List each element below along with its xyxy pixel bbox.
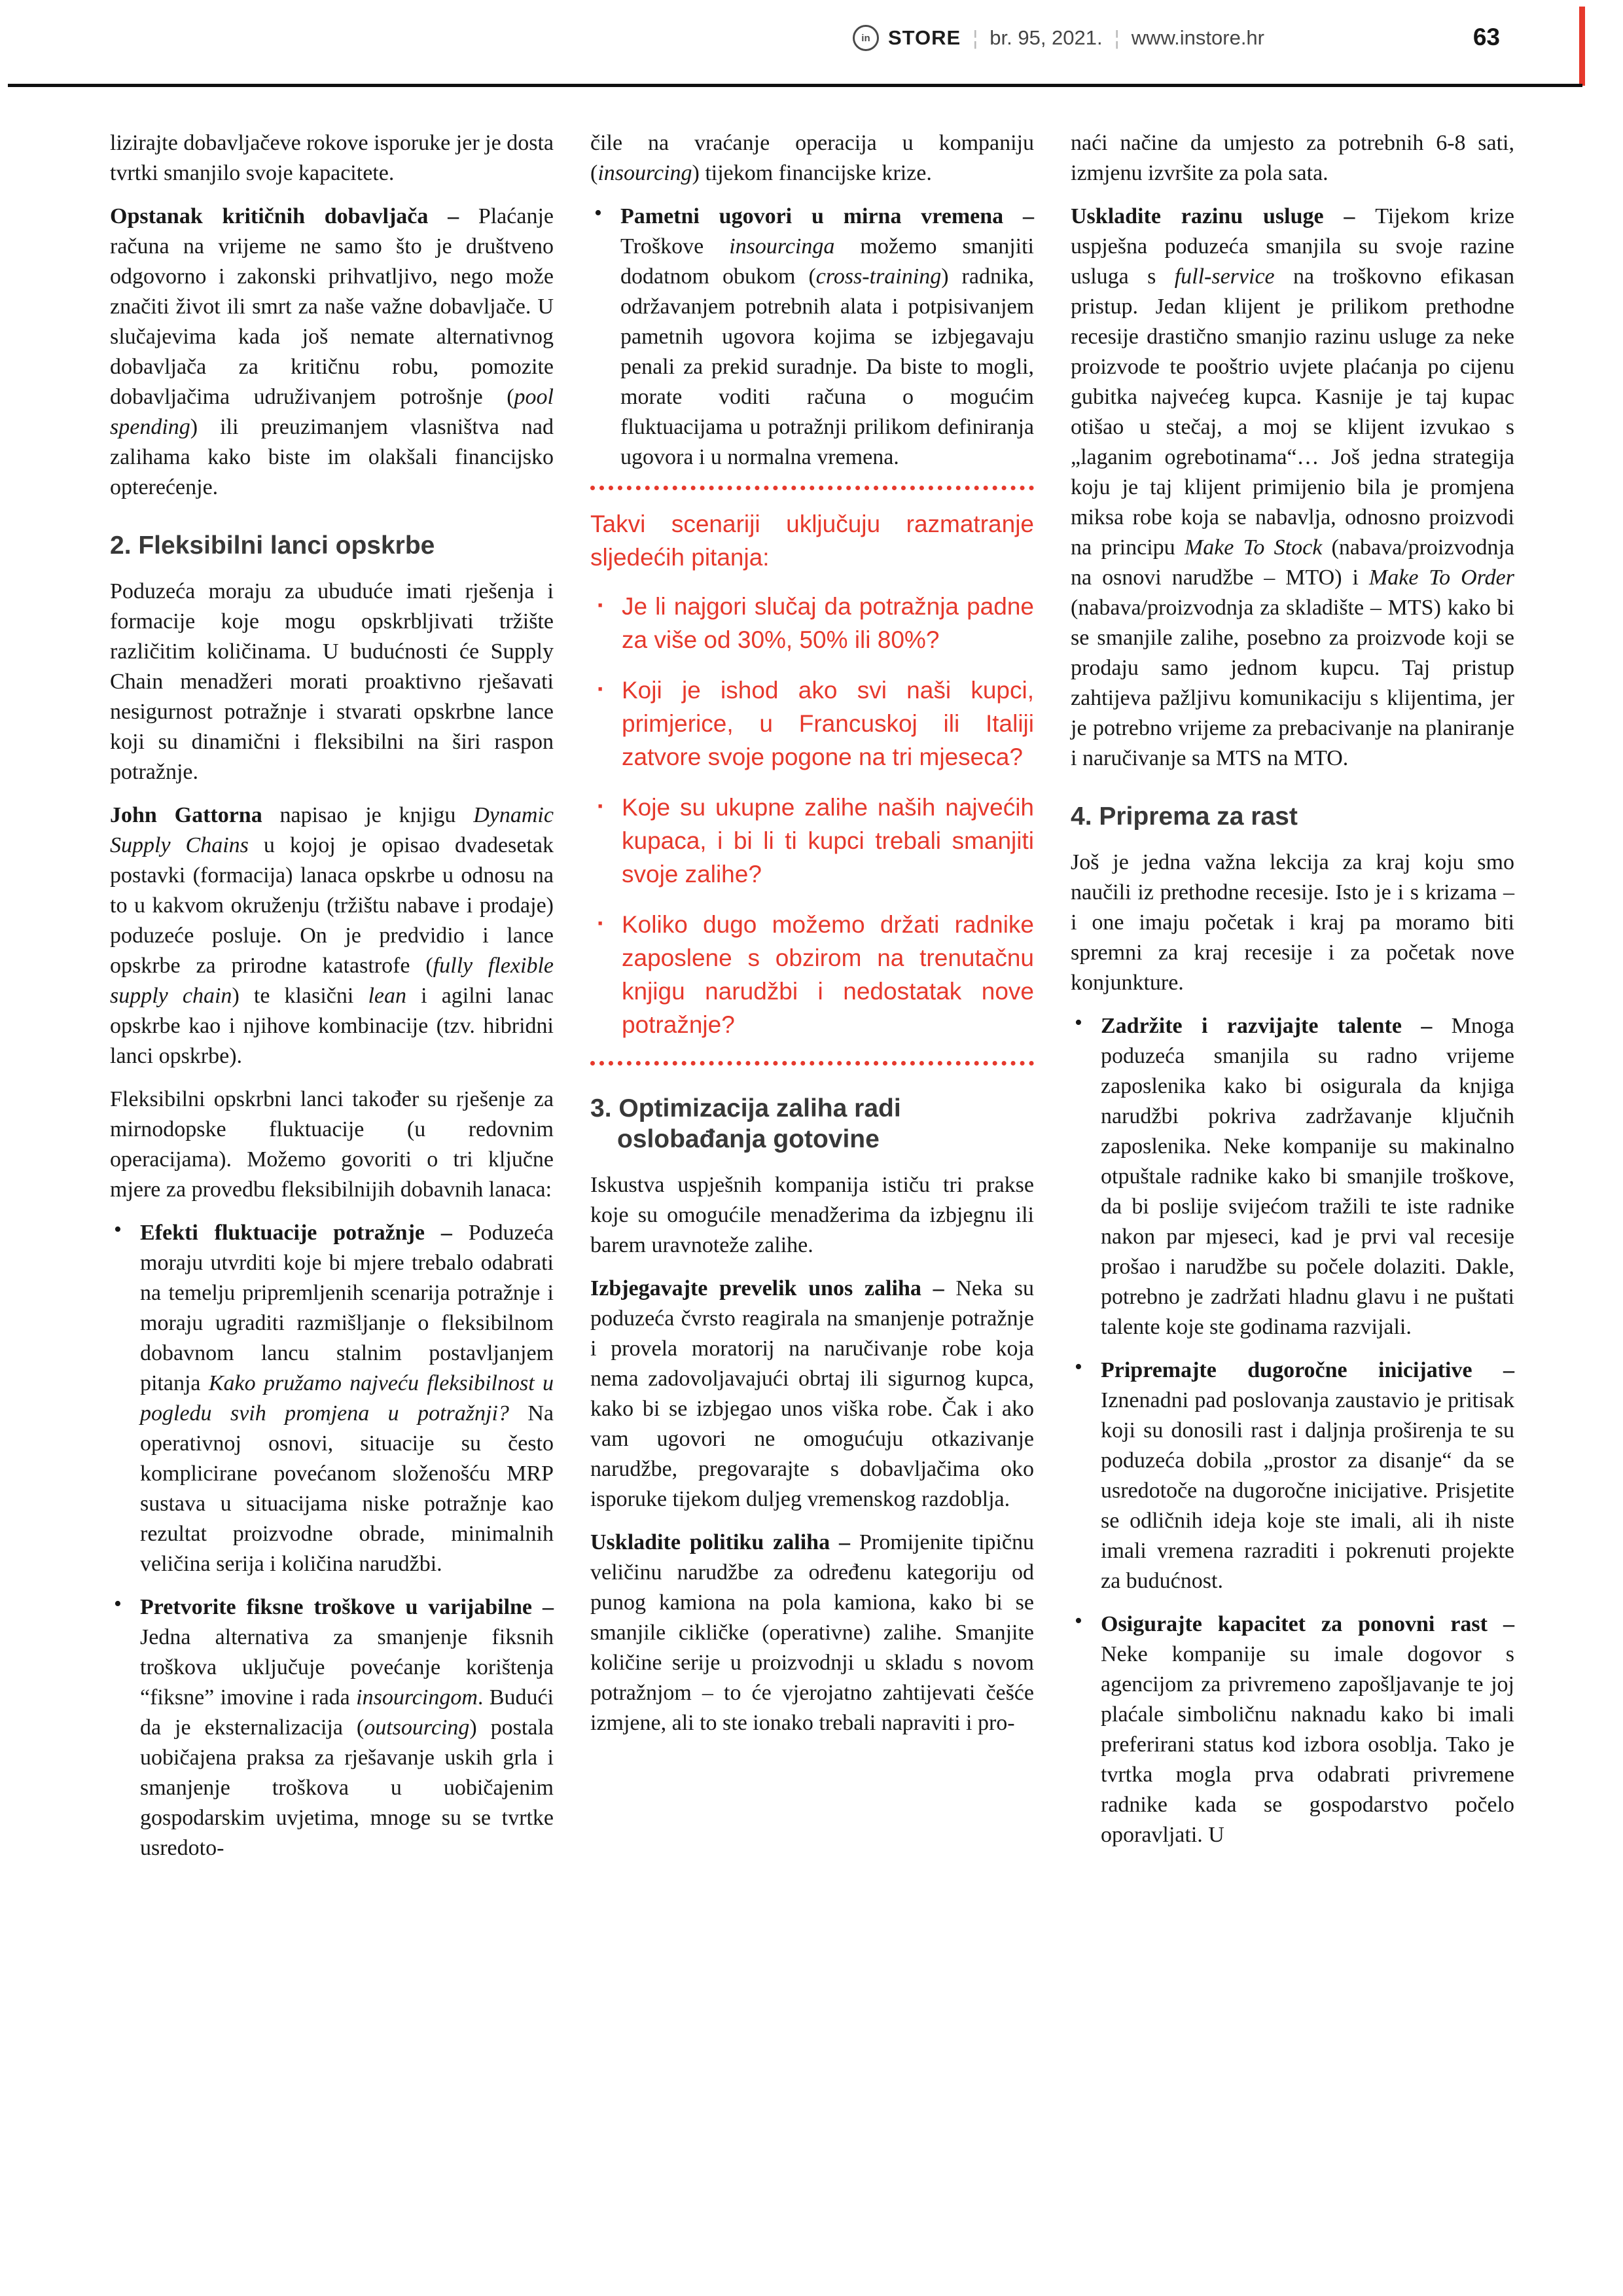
bullet-item (110, 1592, 554, 1863)
text-run: insourcing (597, 161, 692, 185)
bullet-icon: • (114, 1217, 122, 1242)
text-run: Iznenadni pad poslovanja zaustavio je pritisak koji su donosili rast i daljnja proširenja te su poduzeća dobila „prostor za disanje“ da se usredotoče na dugoročne inicijative. Prisjetite se odličnih ideja koje ste imali, ali ih niste imali vremena razraditi i pokrenuti projekte za budućnost. (1101, 1388, 1514, 1593)
paragraph (140, 1218, 554, 1579)
text-run: full-service (1174, 264, 1275, 289)
text-run: Izbjegavajte prevelik unos zaliha – (590, 1276, 956, 1300)
question-item (590, 791, 1034, 891)
text-run: ) postala uobičajena praksa za rješavanje uskih grla i smanjenje troškova u uobičajenim gospodarskim uvjetima, mnoge su se tvrtke usredoto- (140, 1715, 554, 1860)
paragraph (110, 1085, 554, 1205)
text-run: Iskustva uspješnih kompanija ističu tri prakse koje su omogućile menadžerima da izbjegnu ili barem uravnoteže zalihe. (590, 1173, 1034, 1257)
header-rule (8, 84, 1582, 87)
bullet-icon: · (597, 793, 605, 819)
paragraph (110, 800, 554, 1071)
text-run: ) ili preuzimanjem vlasništva nad zalihama kako biste im olakšali financijsko opterećenje. (110, 415, 554, 499)
text-run: Fleksibilni opskrbni lanci također su rješenje za mirnodopske fluktuacije (u redovnim operacijama). Možemo govoriti o tri ključne mjere za provedbu fleksibilnijih dobavnih lanaca: (110, 1087, 554, 1202)
section-heading: 2. Fleksibilni lanci opskrbe (110, 531, 435, 560)
paragraph (590, 1528, 1034, 1738)
bullet-icon: · (597, 675, 605, 702)
text-run: Kako pružamo najveću fleksibilnost u pogledu svih promjena u potražnji? (140, 1371, 554, 1426)
text-run: cross-training (815, 264, 942, 289)
text-run: naći načine da umjesto za potrebnih 6-8 sati, izmjenu izvršite za pola sata. (1071, 131, 1514, 185)
bullet-item (1071, 1355, 1514, 1596)
question-text: Koji je ishod ako svi naši kupci, primjerice, u Francuskoj ili Italiji zatvore svoje pogone na tri mjeseca? (622, 677, 1034, 770)
text-run: Promijenite tipičnu veličinu narudžbe za određenu kategoriju od punog kamiona na pola kamiona, kako bi se smanjile cikličke (operativne) zalihe. Smanjite količine serije u proizvodnji u skladu s novom potražnjom – to će vjerojatno zahtijevati češće izmjene, ali to ste ionako trebali napraviti i pro- (590, 1530, 1034, 1735)
paragraph (1101, 1011, 1514, 1342)
text-run: Dynamic Supply Chains (110, 803, 554, 857)
section-heading: 4. Priprema za rast (1071, 802, 1298, 831)
text-run: u kojoj je opisao dvadesetak postavki (formacija) lanaca opskrbe u odnosu na to u kakvom okruženju (tržištu nabave i prodaje) poduzeće posluje. On je predvidio i lance opskrbe za prirodne katastrofe ( (110, 833, 554, 978)
question-item (590, 673, 1034, 774)
bullet-icon: • (594, 201, 602, 225)
question-text: Je li najgori slučaj da potražnja padne za više od 30%, 50% ili 80%? (622, 593, 1034, 653)
question-item (590, 590, 1034, 656)
paragraph (1101, 1609, 1514, 1850)
paragraph (590, 128, 1034, 188)
text-run: Tijekom krize uspješna poduzeća smanjila su svoje razine usluga s (1071, 204, 1514, 289)
page-edge-accent-bar (1579, 7, 1585, 86)
text-run: insourcinga (729, 234, 835, 259)
text-run: lizirajte dobavljačeve rokove isporuke jer je dosta tvrtki smanjilo svoje kapacitete. (110, 131, 554, 185)
text-run: Plaćanje računa na vrijeme ne samo što je društveno odgovorno i zakonski prihvatljivo, nego može značiti život ili smrt za naše važne dobavljače. U slučajevima kada još nemate alternativnog dobavljača za kritičnu robu, pomozite dobavljačima udruživanjem potrošnje ( (110, 204, 554, 409)
question-item (590, 908, 1034, 1041)
separator-icon: ¦ (972, 26, 978, 49)
paragraph (110, 202, 554, 503)
paragraph (1101, 1355, 1514, 1596)
section-heading: 3. Optimizacija zaliha radi oslobađanja gotovine (590, 1094, 901, 1153)
text-run: čile na vraćanje operacija u kompaniju ( (590, 131, 1034, 185)
text-run: Pametni ugovori u mirna vremena – (620, 204, 1034, 228)
text-run: Pripremajte dugoročne inicijative – (1101, 1358, 1514, 1382)
bullet-item (1071, 1011, 1514, 1342)
masthead (853, 25, 1264, 51)
bullet-icon: • (1075, 1011, 1082, 1035)
paragraph (140, 1592, 554, 1863)
question-text: Koje su ukupne zalihe naših najvećih kupaca, i bi li ti kupci trebali smanjiti svoje zalihe? (622, 794, 1034, 888)
question-text: Koliko dugo možemo držati radnike zaposlene s obzirom na trenutačnu knjigu narudžbi i nedostatak nove potražnje? (622, 911, 1034, 1038)
page-number: 63 (1472, 24, 1500, 50)
paragraph (110, 577, 554, 787)
column-2 (590, 128, 1034, 1876)
text-run: insourcingom (356, 1685, 478, 1710)
text-run: ) te klasični (232, 984, 368, 1008)
text-run: Još je jedna važna lekcija za kraj koju smo naučili iz prethodne recesije. Isto je i s krizama – i one imaju početak i kraj pa moramo biti spremni za kraj recesije i za početak nove konjunkture. (1071, 850, 1514, 995)
issue-number: br. 95, 2021. (990, 26, 1103, 49)
paragraph (110, 128, 554, 188)
column-3 (1071, 128, 1514, 1876)
text-run: lean (368, 984, 406, 1008)
magazine-name: STORE (887, 26, 961, 49)
bullet-icon: · (597, 592, 605, 619)
text-run: fully flexible supply chain (110, 954, 554, 1008)
text-run: Neka su poduzeća čvrsto reagirala na smanjenje potražnje i provela moratorij na naručivanje robe koja nema zadovoljavajući obrtaj ili sigurnog kupca, kako bi se izbjegao unos viška robe. Čak i ako vam ugovori ne omogućuju otkazivanje narudžbe, pregovarajte s dobavljačima oko isporuke tijekom duljeg vremenskog razdoblja. (590, 1276, 1035, 1511)
text-run: outsourcing (364, 1715, 470, 1740)
text-run: Pretvorite fiksne troškove u varijabilne – (140, 1595, 554, 1619)
text-run: Poduzeća moraju za ubuduće imati rješenja i formacije koje mogu opskrbljivati tržište različitim količinama. U budućnosti će Supply Chain menadžeri morati proaktivno rješavati nesigurnost potražnje i stvarati opskrbne lance koji su dinamični i fleksibilni na širi raspon potražnje. (110, 579, 554, 784)
bullet-item (1071, 1609, 1514, 1850)
question-box-intro: Takvi scenariji uključuju razmatranje sljedećih pitanja: (590, 511, 1034, 571)
text-run: Uskladite politiku zaliha – (590, 1530, 859, 1554)
website-url: www.instore.hr (1131, 26, 1264, 49)
bullet-item (110, 1218, 554, 1579)
bullet-icon: • (1075, 1609, 1082, 1633)
text-run: . Budući da je eksternalizacija ( (140, 1685, 554, 1740)
text-run: Opstanak kritičnih dobavljača – (110, 204, 478, 228)
bullet-icon: • (1075, 1355, 1082, 1379)
paragraph (1071, 848, 1514, 998)
text-run: Osigurajte kapacitet za ponovni rast – (1101, 1612, 1514, 1636)
question-box (590, 486, 1034, 1066)
paragraph (1071, 128, 1514, 188)
text-run: Make To Order (1368, 565, 1515, 590)
text-run: ) tijekom financijske krize. (692, 161, 932, 185)
text-run: napisao je knjigu (262, 803, 474, 827)
text-run: Zadržite i razvijajte talente – (1101, 1014, 1452, 1038)
bullet-icon: · (597, 910, 605, 937)
text-run: Mnoga poduzeća smanjila su radno vrijeme zaposlenika kako bi osigurala da knjiga narudžbi pokriva zadržavanje ključnih zaposlenika. Neke kompanije su makinalno otpuštale radnike kako bi smanjile troškove, da bi poslije svijećom tražili te iste radnike nakon par mjeseci, kad je prvi val recesije prošao i narudžbe su počele dolaziti. Dakle, potrebno je zadržati hladnu glavu i ne puštati talente koje ste godinama razvijali. (1101, 1014, 1514, 1339)
text-run: John Gattorna (110, 803, 262, 827)
article-columns (110, 128, 1514, 1876)
paragraph (1071, 202, 1514, 774)
text-run: Make To Stock (1184, 535, 1323, 560)
text-run: Na operativnoj osnovi, situacije su često komplicirane povećanom složenošću MRP sustava u situacijama niske potražnje kao rezultat proizvodne obrade, minimalnih veličina serija i količina narudžbi. (140, 1401, 554, 1576)
bullet-item (590, 202, 1034, 473)
text-run: Neke kompanije su imale dogovor s agencijom za privremeno zapošljavanje te joj plaćale simboličnu naknadu kako bi imali preferirani status kod izbora osoblja. Tako je tvrtka mogla prva odabrati privremene radnike kada se gospodarstvo počelo oporavljati. U (1101, 1642, 1514, 1847)
text-run: Jedna alternativa za smanjenje fiksnih troškova uključuje povećanje korištenja “fiksne” imovine i rada (140, 1625, 554, 1710)
text-run: Troškove (620, 234, 730, 259)
text-run: Uskladite razinu usluge – (1071, 204, 1376, 228)
text-run: možemo smanjiti dodatnom obukom ( (620, 234, 1034, 289)
bullet-icon: • (114, 1592, 122, 1616)
paragraph (620, 202, 1034, 473)
column-1 (110, 128, 554, 1876)
paragraph (590, 1170, 1034, 1261)
text-run: Efekti fluktuacije potražnje – (140, 1221, 469, 1245)
paragraph (590, 1274, 1034, 1515)
text-run: (nabava/proizvodnja na osnovi narudžbe – MTO) i (1071, 535, 1514, 590)
text-run: (nabava/proizvodnja za skladište – MTS) kako bi se smanjile zalihe, posebno za proizvode koji se prodaju samo jednom kupcu. Taj pristup zahtijeva pažljivu komunikaciju s klijentima, jer je potrebno vrijeme za prebacivanje na planiranje i naručivanje sa MTS na MTO. (1071, 596, 1514, 770)
text-run: pool spending (110, 385, 554, 439)
instore-logo-icon: in (853, 25, 879, 51)
separator-icon: ¦ (1114, 26, 1120, 49)
text-run: na troškovno efikasan pristup. Jedan klijent je prilikom prethodne recesije drastično smanjio razinu usluge za neke proizvode te pooštrio uvjete plaćanja po cijenu gubitka najvećeg kupca. Kasnije je taj kupac otišao u stečaj, a moj se klijent izvukao s „laganim ogrebotinama“… Još jedna strategija koju je taj klijent primijenio bila je promjena miksa robe koja se nabavlja, odnosno proizvodi na principu (1071, 264, 1515, 560)
text-run: Poduzeća moraju utvrditi koje bi mjere trebalo odabrati na temelju pripremljenih scenarija potražnje i moraju ugraditi razmišljanje o fleksibilnom dobavnom lancu stalnim postavljanjem pitanja (140, 1221, 554, 1395)
text-run: i agilni lanac opskrbe kao i njihove kombinacije (tzv. hibridni lanci opskrbe). (110, 984, 554, 1068)
text-run: ) radnika, održavanjem potrebnih alata i potpisivanjem pametnih ugovora kojima se izbjegavaju penali za prekid suradnje. Da biste to mogli, morate voditi računa o mogućim fluktuacijama u potražnji prilikom definiranja ugovora i u normalna vremena. (620, 264, 1034, 469)
